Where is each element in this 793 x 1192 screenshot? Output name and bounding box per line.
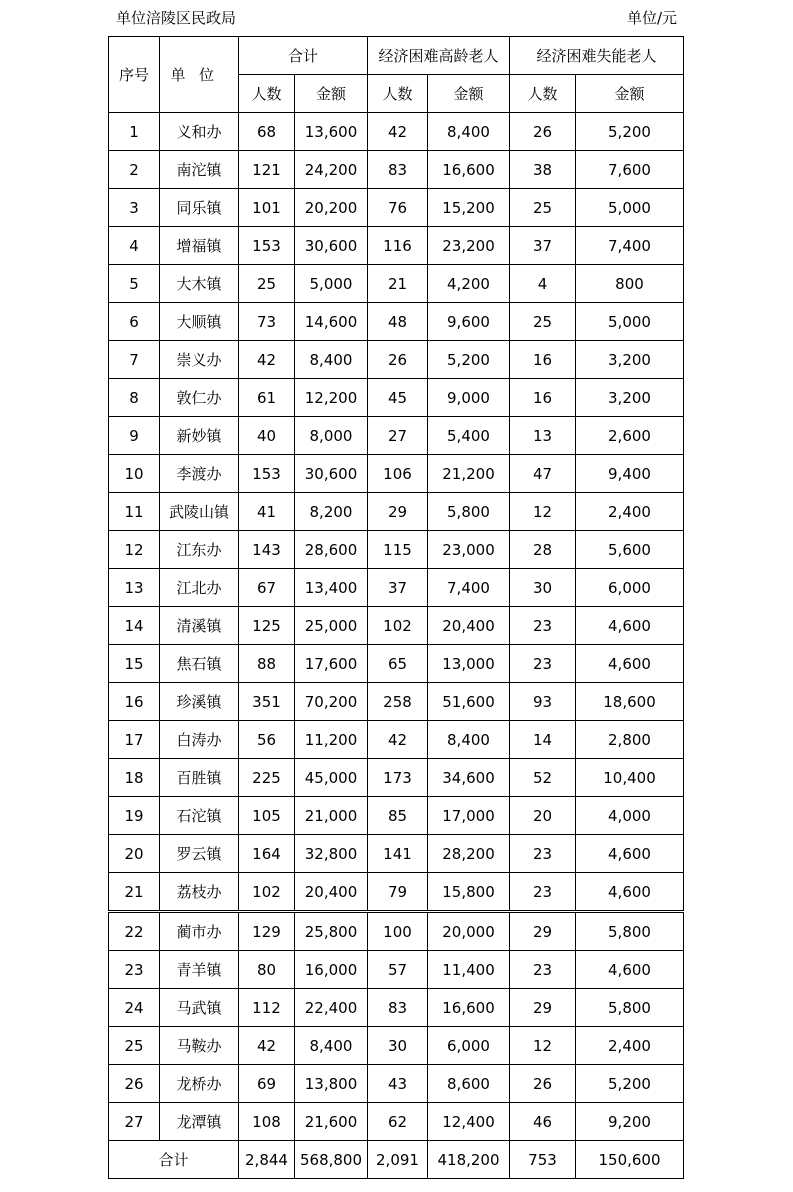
cell-elderly-count: 42 bbox=[368, 113, 428, 151]
cell-unit-name: 蔺市办 bbox=[160, 912, 239, 951]
table-row bbox=[109, 379, 684, 417]
cell-elderly-count: 258 bbox=[368, 683, 428, 721]
cell-disabled-amount: 4,000 bbox=[576, 797, 684, 835]
cell-disabled-count: 25 bbox=[510, 303, 576, 341]
cell-unit-name: 江北办 bbox=[160, 569, 239, 607]
cell-disabled-amount: 4,600 bbox=[576, 873, 684, 912]
table-row bbox=[109, 1103, 684, 1141]
cell-total-amount: 11,200 bbox=[295, 721, 368, 759]
cell-total-count: 164 bbox=[239, 835, 295, 873]
cell-elderly-amount: 8,400 bbox=[428, 721, 510, 759]
cell-total-amount: 21,600 bbox=[295, 1103, 368, 1141]
cell-total-count: 125 bbox=[239, 607, 295, 645]
cell-unit-name: 白涛办 bbox=[160, 721, 239, 759]
table-row bbox=[109, 607, 684, 645]
cell-total-amount: 30,600 bbox=[295, 455, 368, 493]
cell-elderly-count: 173 bbox=[368, 759, 428, 797]
cell-disabled-count: 4 bbox=[510, 265, 576, 303]
cell-disabled-count: 14 bbox=[510, 721, 576, 759]
cell-index: 9 bbox=[109, 417, 160, 455]
cell-disabled-amount: 5,800 bbox=[576, 989, 684, 1027]
cell-disabled-count: 23 bbox=[510, 835, 576, 873]
cell-total-amount: 28,600 bbox=[295, 531, 368, 569]
cell-index: 2 bbox=[109, 151, 160, 189]
cell-total-amount: 45,000 bbox=[295, 759, 368, 797]
cell-disabled-count: 26 bbox=[510, 1065, 576, 1103]
cell-total-count: 108 bbox=[239, 1103, 295, 1141]
cell-disabled-amount: 2,800 bbox=[576, 721, 684, 759]
cell-elderly-amount: 34,600 bbox=[428, 759, 510, 797]
cell-disabled-amount: 2,400 bbox=[576, 1027, 684, 1065]
cell-disabled-count: 16 bbox=[510, 341, 576, 379]
cell-unit-name: 南沱镇 bbox=[160, 151, 239, 189]
cell-unit-name: 义和办 bbox=[160, 113, 239, 151]
cell-total-count: 25 bbox=[239, 265, 295, 303]
cell-disabled-count: 12 bbox=[510, 1027, 576, 1065]
cell-disabled-count: 23 bbox=[510, 607, 576, 645]
cell-total-count: 42 bbox=[239, 1027, 295, 1065]
cell-elderly-count: 65 bbox=[368, 645, 428, 683]
cell-elderly-amount: 13,000 bbox=[428, 645, 510, 683]
cell-elderly-amount: 4,200 bbox=[428, 265, 510, 303]
cell-unit-name: 荔枝办 bbox=[160, 873, 239, 912]
cell-elderly-count: 141 bbox=[368, 835, 428, 873]
cell-elderly-amount: 16,600 bbox=[428, 151, 510, 189]
cell-index: 11 bbox=[109, 493, 160, 531]
cell-elderly-count: 29 bbox=[368, 493, 428, 531]
table-row bbox=[109, 797, 684, 835]
cell-disabled-amount: 5,200 bbox=[576, 113, 684, 151]
cell-unit-name: 罗云镇 bbox=[160, 835, 239, 873]
cell-disabled-count: 46 bbox=[510, 1103, 576, 1141]
cell-elderly-count: 62 bbox=[368, 1103, 428, 1141]
table-row bbox=[109, 455, 684, 493]
total-elderly-amount: 418,200 bbox=[428, 1141, 510, 1179]
cell-total-count: 121 bbox=[239, 151, 295, 189]
cell-unit-name: 新妙镇 bbox=[160, 417, 239, 455]
cell-total-amount: 21,000 bbox=[295, 797, 368, 835]
cell-index: 16 bbox=[109, 683, 160, 721]
cell-total-amount: 5,000 bbox=[295, 265, 368, 303]
total-label: 合计 bbox=[109, 1141, 239, 1179]
cell-total-amount: 12,200 bbox=[295, 379, 368, 417]
table-row bbox=[109, 151, 684, 189]
table-row bbox=[109, 645, 684, 683]
cell-total-amount: 8,400 bbox=[295, 1027, 368, 1065]
cell-disabled-amount: 18,600 bbox=[576, 683, 684, 721]
cell-disabled-count: 38 bbox=[510, 151, 576, 189]
cell-elderly-count: 26 bbox=[368, 341, 428, 379]
cell-elderly-amount: 6,000 bbox=[428, 1027, 510, 1065]
cell-disabled-count: 29 bbox=[510, 989, 576, 1027]
cell-elderly-count: 115 bbox=[368, 531, 428, 569]
cell-index: 6 bbox=[109, 303, 160, 341]
table-row bbox=[109, 265, 684, 303]
cell-unit-name: 李渡办 bbox=[160, 455, 239, 493]
cell-index: 8 bbox=[109, 379, 160, 417]
cell-total-amount: 25,000 bbox=[295, 607, 368, 645]
cell-disabled-amount: 4,600 bbox=[576, 607, 684, 645]
cell-total-amount: 32,800 bbox=[295, 835, 368, 873]
cell-elderly-amount: 9,600 bbox=[428, 303, 510, 341]
cell-elderly-count: 106 bbox=[368, 455, 428, 493]
table-row bbox=[109, 569, 684, 607]
cell-unit-name: 龙桥办 bbox=[160, 1065, 239, 1103]
cell-index: 20 bbox=[109, 835, 160, 873]
cell-unit-name: 增福镇 bbox=[160, 227, 239, 265]
cell-elderly-count: 43 bbox=[368, 1065, 428, 1103]
table-row bbox=[109, 835, 684, 873]
col-header-elderly-amount: 金额 bbox=[428, 75, 510, 113]
cell-index: 23 bbox=[109, 951, 160, 989]
cell-total-amount: 24,200 bbox=[295, 151, 368, 189]
cell-index: 1 bbox=[109, 113, 160, 151]
cell-elderly-amount: 17,000 bbox=[428, 797, 510, 835]
table-row bbox=[109, 303, 684, 341]
table-row bbox=[109, 721, 684, 759]
cell-elderly-amount: 28,200 bbox=[428, 835, 510, 873]
cell-unit-name: 敦仁办 bbox=[160, 379, 239, 417]
total-row bbox=[109, 1141, 684, 1179]
cell-disabled-count: 52 bbox=[510, 759, 576, 797]
cell-unit-name: 百胜镇 bbox=[160, 759, 239, 797]
cell-index: 14 bbox=[109, 607, 160, 645]
cell-disabled-count: 23 bbox=[510, 951, 576, 989]
cell-disabled-amount: 10,400 bbox=[576, 759, 684, 797]
cell-disabled-count: 28 bbox=[510, 531, 576, 569]
cell-total-count: 67 bbox=[239, 569, 295, 607]
cell-disabled-count: 20 bbox=[510, 797, 576, 835]
total-disabled-amount: 150,600 bbox=[576, 1141, 684, 1179]
cell-disabled-count: 93 bbox=[510, 683, 576, 721]
cell-elderly-amount: 15,800 bbox=[428, 873, 510, 912]
cell-elderly-amount: 9,000 bbox=[428, 379, 510, 417]
cell-disabled-amount: 2,600 bbox=[576, 417, 684, 455]
cell-unit-name: 焦石镇 bbox=[160, 645, 239, 683]
cell-disabled-amount: 4,600 bbox=[576, 645, 684, 683]
cell-disabled-amount: 5,000 bbox=[576, 189, 684, 227]
cell-total-amount: 8,400 bbox=[295, 341, 368, 379]
cell-elderly-amount: 11,400 bbox=[428, 951, 510, 989]
cell-disabled-amount: 9,200 bbox=[576, 1103, 684, 1141]
cell-elderly-amount: 8,400 bbox=[428, 113, 510, 151]
cell-index: 26 bbox=[109, 1065, 160, 1103]
col-header-unit: 单位 bbox=[160, 37, 239, 113]
cell-total-count: 153 bbox=[239, 455, 295, 493]
cell-elderly-amount: 20,400 bbox=[428, 607, 510, 645]
cell-unit-name: 石沱镇 bbox=[160, 797, 239, 835]
table-row bbox=[109, 493, 684, 531]
cell-unit-name: 青羊镇 bbox=[160, 951, 239, 989]
total-elderly-count: 2,091 bbox=[368, 1141, 428, 1179]
cell-unit-name: 大顺镇 bbox=[160, 303, 239, 341]
cell-disabled-amount: 5,200 bbox=[576, 1065, 684, 1103]
cell-elderly-count: 79 bbox=[368, 873, 428, 912]
cell-total-amount: 13,600 bbox=[295, 113, 368, 151]
cell-elderly-count: 85 bbox=[368, 797, 428, 835]
cell-elderly-amount: 7,400 bbox=[428, 569, 510, 607]
cell-total-count: 40 bbox=[239, 417, 295, 455]
cell-elderly-amount: 5,800 bbox=[428, 493, 510, 531]
cell-elderly-amount: 23,200 bbox=[428, 227, 510, 265]
cell-elderly-count: 76 bbox=[368, 189, 428, 227]
cell-disabled-amount: 5,800 bbox=[576, 912, 684, 951]
cell-elderly-count: 45 bbox=[368, 379, 428, 417]
cell-total-amount: 8,000 bbox=[295, 417, 368, 455]
col-header-disabled-amount: 金额 bbox=[576, 75, 684, 113]
cell-elderly-amount: 51,600 bbox=[428, 683, 510, 721]
cell-disabled-count: 30 bbox=[510, 569, 576, 607]
cell-unit-name: 大木镇 bbox=[160, 265, 239, 303]
cell-disabled-count: 26 bbox=[510, 113, 576, 151]
cell-index: 7 bbox=[109, 341, 160, 379]
cell-elderly-count: 116 bbox=[368, 227, 428, 265]
cell-index: 13 bbox=[109, 569, 160, 607]
cell-elderly-count: 27 bbox=[368, 417, 428, 455]
cell-disabled-amount: 9,400 bbox=[576, 455, 684, 493]
cell-index: 5 bbox=[109, 265, 160, 303]
cell-disabled-amount: 6,000 bbox=[576, 569, 684, 607]
table-row bbox=[109, 683, 684, 721]
cell-elderly-count: 102 bbox=[368, 607, 428, 645]
cell-total-amount: 20,400 bbox=[295, 873, 368, 912]
cell-elderly-amount: 15,200 bbox=[428, 189, 510, 227]
cell-total-amount: 13,800 bbox=[295, 1065, 368, 1103]
table-row bbox=[109, 227, 684, 265]
cell-total-count: 88 bbox=[239, 645, 295, 683]
header-row-1 bbox=[109, 37, 684, 75]
cell-disabled-amount: 5,000 bbox=[576, 303, 684, 341]
cell-total-count: 42 bbox=[239, 341, 295, 379]
cell-elderly-count: 100 bbox=[368, 912, 428, 951]
cell-index: 10 bbox=[109, 455, 160, 493]
cell-unit-name: 同乐镇 bbox=[160, 189, 239, 227]
total-disabled-count: 753 bbox=[510, 1141, 576, 1179]
table-row bbox=[109, 912, 684, 951]
table-row bbox=[109, 531, 684, 569]
cell-disabled-count: 47 bbox=[510, 455, 576, 493]
cell-elderly-amount: 21,200 bbox=[428, 455, 510, 493]
table-row bbox=[109, 341, 684, 379]
cell-disabled-amount: 5,600 bbox=[576, 531, 684, 569]
cell-elderly-count: 83 bbox=[368, 989, 428, 1027]
cell-disabled-amount: 7,600 bbox=[576, 151, 684, 189]
cell-total-amount: 25,800 bbox=[295, 912, 368, 951]
cell-total-count: 80 bbox=[239, 951, 295, 989]
cell-total-amount: 16,000 bbox=[295, 951, 368, 989]
cell-elderly-count: 37 bbox=[368, 569, 428, 607]
cell-disabled-count: 29 bbox=[510, 912, 576, 951]
cell-index: 15 bbox=[109, 645, 160, 683]
table-row bbox=[109, 759, 684, 797]
cell-total-count: 143 bbox=[239, 531, 295, 569]
cell-disabled-count: 12 bbox=[510, 493, 576, 531]
cell-total-count: 68 bbox=[239, 113, 295, 151]
cell-disabled-amount: 7,400 bbox=[576, 227, 684, 265]
cell-total-amount: 13,400 bbox=[295, 569, 368, 607]
subsidy-table bbox=[108, 36, 684, 1179]
cell-disabled-count: 37 bbox=[510, 227, 576, 265]
cell-elderly-count: 48 bbox=[368, 303, 428, 341]
cell-total-count: 105 bbox=[239, 797, 295, 835]
organization-label: 单位涪陵区民政局 bbox=[116, 9, 237, 27]
cell-disabled-count: 16 bbox=[510, 379, 576, 417]
cell-elderly-amount: 8,600 bbox=[428, 1065, 510, 1103]
cell-elderly-amount: 20,000 bbox=[428, 912, 510, 951]
cell-index: 25 bbox=[109, 1027, 160, 1065]
total-total-count: 2,844 bbox=[239, 1141, 295, 1179]
cell-unit-name: 龙潭镇 bbox=[160, 1103, 239, 1141]
col-group-total: 合计 bbox=[239, 37, 368, 75]
cell-total-count: 101 bbox=[239, 189, 295, 227]
cell-index: 17 bbox=[109, 721, 160, 759]
cell-total-count: 102 bbox=[239, 873, 295, 912]
cell-elderly-amount: 23,000 bbox=[428, 531, 510, 569]
col-group-disabled: 经济困难失能老人 bbox=[510, 37, 684, 75]
cell-index: 27 bbox=[109, 1103, 160, 1141]
cell-total-count: 69 bbox=[239, 1065, 295, 1103]
cell-total-count: 112 bbox=[239, 989, 295, 1027]
cell-unit-name: 珍溪镇 bbox=[160, 683, 239, 721]
cell-unit-name: 清溪镇 bbox=[160, 607, 239, 645]
cell-total-count: 73 bbox=[239, 303, 295, 341]
cell-total-amount: 30,600 bbox=[295, 227, 368, 265]
cell-total-count: 153 bbox=[239, 227, 295, 265]
col-header-index: 序号 bbox=[109, 37, 160, 113]
cell-disabled-count: 25 bbox=[510, 189, 576, 227]
cell-elderly-count: 83 bbox=[368, 151, 428, 189]
col-group-elderly: 经济困难高龄老人 bbox=[368, 37, 510, 75]
table-row bbox=[109, 417, 684, 455]
table-row bbox=[109, 1065, 684, 1103]
cell-elderly-amount: 16,600 bbox=[428, 989, 510, 1027]
cell-total-count: 129 bbox=[239, 912, 295, 951]
cell-disabled-count: 23 bbox=[510, 645, 576, 683]
col-header-total-count: 人数 bbox=[239, 75, 295, 113]
cell-disabled-amount: 4,600 bbox=[576, 951, 684, 989]
cell-total-amount: 20,200 bbox=[295, 189, 368, 227]
cell-disabled-count: 13 bbox=[510, 417, 576, 455]
cell-total-count: 225 bbox=[239, 759, 295, 797]
col-header-disabled-count: 人数 bbox=[510, 75, 576, 113]
cell-index: 24 bbox=[109, 989, 160, 1027]
cell-elderly-amount: 12,400 bbox=[428, 1103, 510, 1141]
cell-total-amount: 14,600 bbox=[295, 303, 368, 341]
cell-elderly-count: 57 bbox=[368, 951, 428, 989]
cell-total-count: 56 bbox=[239, 721, 295, 759]
cell-total-count: 351 bbox=[239, 683, 295, 721]
col-header-total-amount: 金额 bbox=[295, 75, 368, 113]
cell-index: 21 bbox=[109, 873, 160, 912]
cell-disabled-amount: 800 bbox=[576, 265, 684, 303]
cell-index: 12 bbox=[109, 531, 160, 569]
cell-total-amount: 22,400 bbox=[295, 989, 368, 1027]
cell-unit-name: 江东办 bbox=[160, 531, 239, 569]
cell-total-amount: 70,200 bbox=[295, 683, 368, 721]
cell-index: 22 bbox=[109, 912, 160, 951]
total-total-amount: 568,800 bbox=[295, 1141, 368, 1179]
cell-unit-name: 马武镇 bbox=[160, 989, 239, 1027]
table-row bbox=[109, 873, 684, 912]
cell-elderly-amount: 5,200 bbox=[428, 341, 510, 379]
table-row bbox=[109, 1027, 684, 1065]
cell-index: 19 bbox=[109, 797, 160, 835]
table-row bbox=[109, 951, 684, 989]
cell-disabled-amount: 3,200 bbox=[576, 379, 684, 417]
cell-index: 4 bbox=[109, 227, 160, 265]
cell-unit-name: 武陵山镇 bbox=[160, 493, 239, 531]
cell-unit-name: 崇义办 bbox=[160, 341, 239, 379]
cell-disabled-count: 23 bbox=[510, 873, 576, 912]
cell-elderly-count: 21 bbox=[368, 265, 428, 303]
cell-total-count: 41 bbox=[239, 493, 295, 531]
cell-disabled-amount: 3,200 bbox=[576, 341, 684, 379]
cell-unit-name: 马鞍办 bbox=[160, 1027, 239, 1065]
table-body bbox=[109, 37, 684, 1179]
table-row bbox=[109, 113, 684, 151]
cell-total-amount: 17,600 bbox=[295, 645, 368, 683]
cell-total-count: 61 bbox=[239, 379, 295, 417]
cell-total-amount: 8,200 bbox=[295, 493, 368, 531]
col-header-elderly-count: 人数 bbox=[368, 75, 428, 113]
cell-disabled-amount: 4,600 bbox=[576, 835, 684, 873]
cell-elderly-count: 30 bbox=[368, 1027, 428, 1065]
table-row bbox=[109, 989, 684, 1027]
table-row bbox=[109, 189, 684, 227]
cell-index: 18 bbox=[109, 759, 160, 797]
cell-elderly-count: 42 bbox=[368, 721, 428, 759]
currency-unit-label: 单位/元 bbox=[626, 9, 677, 27]
cell-disabled-amount: 2,400 bbox=[576, 493, 684, 531]
cell-elderly-amount: 5,400 bbox=[428, 417, 510, 455]
cell-index: 3 bbox=[109, 189, 160, 227]
